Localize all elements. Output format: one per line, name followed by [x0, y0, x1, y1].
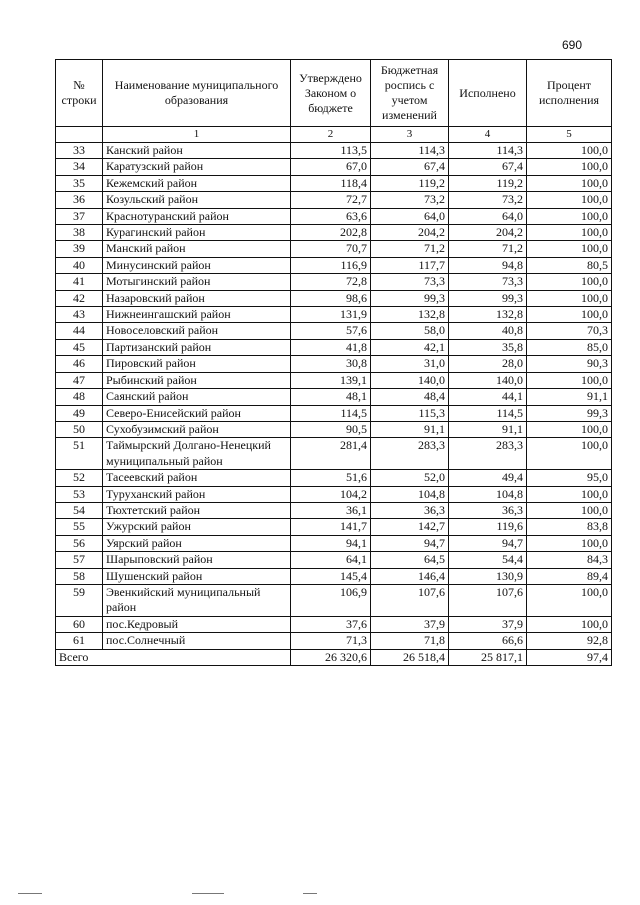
- cell-budget: 140,0: [371, 372, 449, 388]
- table-row: [56, 143, 612, 159]
- footer-scan-lines: [0, 893, 640, 897]
- column-number: 5: [527, 127, 612, 143]
- cell-row-number: 52: [56, 470, 103, 486]
- cell-executed: 94,7: [449, 535, 527, 551]
- cell-executed: 91,1: [449, 421, 527, 437]
- table-row: [56, 584, 612, 616]
- cell-percent: 100,0: [527, 616, 612, 632]
- cell-percent: 100,0: [527, 274, 612, 290]
- cell-executed: 40,8: [449, 323, 527, 339]
- cell-executed: 94,8: [449, 257, 527, 273]
- cell-executed: 99,3: [449, 290, 527, 306]
- cell-row-number: 48: [56, 389, 103, 405]
- cell-row-number: 34: [56, 159, 103, 175]
- cell-executed: 28,0: [449, 356, 527, 372]
- cell-municipality-name: пос.Солнечный: [103, 633, 291, 649]
- cell-approved: 104,2: [291, 486, 371, 502]
- cell-row-number: 58: [56, 568, 103, 584]
- cell-percent: 100,0: [527, 175, 612, 191]
- cell-row-number: 40: [56, 257, 103, 273]
- cell-budget: 99,3: [371, 290, 449, 306]
- cell-approved: 202,8: [291, 225, 371, 241]
- cell-percent: 92,8: [527, 633, 612, 649]
- table-row: [56, 633, 612, 649]
- table-row: [56, 192, 612, 208]
- cell-row-number: 59: [56, 584, 103, 616]
- table-row: [56, 208, 612, 224]
- cell-executed: 114,3: [449, 143, 527, 159]
- cell-budget: 36,3: [371, 502, 449, 518]
- cell-executed: 49,4: [449, 470, 527, 486]
- footer-line: [192, 893, 224, 894]
- cell-row-number: 56: [56, 535, 103, 551]
- cell-executed: 119,6: [449, 519, 527, 535]
- cell-row-number: 55: [56, 519, 103, 535]
- cell-municipality-name: Новоселовский район: [103, 323, 291, 339]
- cell-budget: 64,5: [371, 552, 449, 568]
- table-row: [56, 241, 612, 257]
- cell-municipality-name: Назаровский район: [103, 290, 291, 306]
- cell-row-number: 41: [56, 274, 103, 290]
- cell-row-number: 39: [56, 241, 103, 257]
- cell-percent: 84,3: [527, 552, 612, 568]
- cell-executed: 71,2: [449, 241, 527, 257]
- cell-budget: 91,1: [371, 421, 449, 437]
- cell-approved: 98,6: [291, 290, 371, 306]
- cell-approved: 71,3: [291, 633, 371, 649]
- cell-row-number: 47: [56, 372, 103, 388]
- total-row: [56, 649, 612, 665]
- cell-executed: 44,1: [449, 389, 527, 405]
- cell-approved: 70,7: [291, 241, 371, 257]
- column-number: 3: [371, 127, 449, 143]
- cell-executed: 119,2: [449, 175, 527, 191]
- cell-percent: 100,0: [527, 438, 612, 470]
- cell-row-number: 44: [56, 323, 103, 339]
- cell-municipality-name: Шарыповский район: [103, 552, 291, 568]
- cell-budget: 64,0: [371, 208, 449, 224]
- cell-budget: 73,3: [371, 274, 449, 290]
- cell-municipality-name: пос.Кедровый: [103, 616, 291, 632]
- cell-municipality-name: Тасеевский район: [103, 470, 291, 486]
- cell-percent: 100,0: [527, 225, 612, 241]
- table-row: [56, 421, 612, 437]
- cell-budget: 73,2: [371, 192, 449, 208]
- budget-execution-table: [55, 59, 612, 666]
- cell-approved: 131,9: [291, 307, 371, 323]
- cell-approved: 51,6: [291, 470, 371, 486]
- table-row: [56, 290, 612, 306]
- cell-percent: 80,5: [527, 257, 612, 273]
- cell-percent: 99,3: [527, 405, 612, 421]
- total-executed: 25 817,1: [449, 649, 527, 665]
- cell-approved: 118,4: [291, 175, 371, 191]
- cell-municipality-name: Эвенкийский муниципальный район: [103, 584, 291, 616]
- cell-approved: 72,7: [291, 192, 371, 208]
- table-row: [56, 159, 612, 175]
- cell-percent: 89,4: [527, 568, 612, 584]
- header-executed: Исполнено: [449, 60, 527, 127]
- column-number-row: [56, 127, 612, 143]
- cell-row-number: 45: [56, 339, 103, 355]
- total-approved: 26 320,6: [291, 649, 371, 665]
- cell-budget: 42,1: [371, 339, 449, 355]
- cell-budget: 107,6: [371, 584, 449, 616]
- cell-budget: 37,9: [371, 616, 449, 632]
- cell-municipality-name: Таймырский Долгано-Ненецкий муниципальный район: [103, 438, 291, 470]
- table-body: [56, 143, 612, 650]
- cell-municipality-name: Уярский район: [103, 535, 291, 551]
- table-row: [56, 535, 612, 551]
- cell-approved: 72,8: [291, 274, 371, 290]
- header-municipality-name: Наименование муниципального образования: [103, 60, 291, 127]
- cell-budget: 114,3: [371, 143, 449, 159]
- header-row-number: № строки: [56, 60, 103, 127]
- cell-row-number: 43: [56, 307, 103, 323]
- cell-percent: 100,0: [527, 307, 612, 323]
- cell-municipality-name: Курагинский район: [103, 225, 291, 241]
- cell-budget: 104,8: [371, 486, 449, 502]
- cell-percent: 100,0: [527, 290, 612, 306]
- cell-budget: 132,8: [371, 307, 449, 323]
- cell-budget: 71,8: [371, 633, 449, 649]
- cell-municipality-name: Шушенский район: [103, 568, 291, 584]
- cell-percent: 100,0: [527, 584, 612, 616]
- cell-municipality-name: Кежемский район: [103, 175, 291, 191]
- cell-percent: 85,0: [527, 339, 612, 355]
- cell-executed: 36,3: [449, 502, 527, 518]
- cell-approved: 106,9: [291, 584, 371, 616]
- cell-row-number: 36: [56, 192, 103, 208]
- cell-percent: 91,1: [527, 389, 612, 405]
- cell-approved: 41,8: [291, 339, 371, 355]
- cell-budget: 119,2: [371, 175, 449, 191]
- header-approved: Утверждено Законом о бюджете: [291, 60, 371, 127]
- cell-percent: 100,0: [527, 421, 612, 437]
- table-row: [56, 257, 612, 273]
- cell-executed: 35,8: [449, 339, 527, 355]
- cell-percent: 100,0: [527, 159, 612, 175]
- cell-budget: 115,3: [371, 405, 449, 421]
- cell-municipality-name: Рыбинский район: [103, 372, 291, 388]
- table-row: [56, 552, 612, 568]
- cell-budget: 48,4: [371, 389, 449, 405]
- cell-row-number: 46: [56, 356, 103, 372]
- cell-municipality-name: Тюхтетский район: [103, 502, 291, 518]
- cell-executed: 67,4: [449, 159, 527, 175]
- cell-approved: 67,0: [291, 159, 371, 175]
- table-row: [56, 486, 612, 502]
- cell-percent: 100,0: [527, 241, 612, 257]
- cell-municipality-name: Сухобузимский район: [103, 421, 291, 437]
- footer-line: [18, 893, 42, 894]
- cell-approved: 36,1: [291, 502, 371, 518]
- cell-approved: 30,8: [291, 356, 371, 372]
- header-budget-schedule: Бюджетная роспись с учетом изменений: [371, 60, 449, 127]
- cell-approved: 145,4: [291, 568, 371, 584]
- cell-row-number: 57: [56, 552, 103, 568]
- cell-percent: 95,0: [527, 470, 612, 486]
- cell-row-number: 60: [56, 616, 103, 632]
- cell-row-number: 35: [56, 175, 103, 191]
- table-row: [56, 502, 612, 518]
- cell-municipality-name: Северо-Енисейский район: [103, 405, 291, 421]
- cell-budget: 31,0: [371, 356, 449, 372]
- cell-percent: 100,0: [527, 535, 612, 551]
- cell-approved: 139,1: [291, 372, 371, 388]
- column-number: 4: [449, 127, 527, 143]
- cell-percent: 70,3: [527, 323, 612, 339]
- cell-municipality-name: Канский район: [103, 143, 291, 159]
- cell-percent: 100,0: [527, 143, 612, 159]
- cell-row-number: 54: [56, 502, 103, 518]
- total-budget: 26 518,4: [371, 649, 449, 665]
- cell-budget: 146,4: [371, 568, 449, 584]
- cell-approved: 90,5: [291, 421, 371, 437]
- cell-municipality-name: Краснотуранский район: [103, 208, 291, 224]
- cell-executed: 114,5: [449, 405, 527, 421]
- cell-executed: 73,3: [449, 274, 527, 290]
- column-number: 1: [103, 127, 291, 143]
- cell-budget: 283,3: [371, 438, 449, 470]
- cell-executed: 73,2: [449, 192, 527, 208]
- cell-approved: 37,6: [291, 616, 371, 632]
- cell-budget: 52,0: [371, 470, 449, 486]
- column-number: [56, 127, 103, 143]
- cell-budget: 204,2: [371, 225, 449, 241]
- cell-municipality-name: Минусинский район: [103, 257, 291, 273]
- cell-approved: 281,4: [291, 438, 371, 470]
- cell-municipality-name: Нижнеингашский район: [103, 307, 291, 323]
- cell-executed: 130,9: [449, 568, 527, 584]
- table-row: [56, 323, 612, 339]
- cell-municipality-name: Манский район: [103, 241, 291, 257]
- table-row: [56, 568, 612, 584]
- cell-percent: 90,3: [527, 356, 612, 372]
- table-row: [56, 339, 612, 355]
- total-percent: 97,4: [527, 649, 612, 665]
- table-row: [56, 389, 612, 405]
- page-number: 690: [562, 38, 583, 52]
- table-row: [56, 225, 612, 241]
- table-row: [56, 616, 612, 632]
- table-row: [56, 356, 612, 372]
- table-header-row: [56, 60, 612, 127]
- table-row: [56, 438, 612, 470]
- cell-budget: 142,7: [371, 519, 449, 535]
- cell-approved: 114,5: [291, 405, 371, 421]
- cell-executed: 140,0: [449, 372, 527, 388]
- cell-row-number: 38: [56, 225, 103, 241]
- cell-approved: 141,7: [291, 519, 371, 535]
- cell-percent: 100,0: [527, 208, 612, 224]
- cell-row-number: 37: [56, 208, 103, 224]
- cell-approved: 48,1: [291, 389, 371, 405]
- cell-executed: 66,6: [449, 633, 527, 649]
- cell-percent: 100,0: [527, 486, 612, 502]
- cell-executed: 104,8: [449, 486, 527, 502]
- table-row: [56, 405, 612, 421]
- cell-municipality-name: Туруханский район: [103, 486, 291, 502]
- table-row: [56, 175, 612, 191]
- cell-percent: 100,0: [527, 372, 612, 388]
- cell-executed: 204,2: [449, 225, 527, 241]
- cell-municipality-name: Пировский район: [103, 356, 291, 372]
- header-percent: Процент исполнения: [527, 60, 612, 127]
- cell-row-number: 61: [56, 633, 103, 649]
- cell-budget: 58,0: [371, 323, 449, 339]
- table-row: [56, 519, 612, 535]
- cell-approved: 94,1: [291, 535, 371, 551]
- table-row: [56, 274, 612, 290]
- cell-row-number: 33: [56, 143, 103, 159]
- cell-executed: 37,9: [449, 616, 527, 632]
- cell-municipality-name: Мотыгинский район: [103, 274, 291, 290]
- cell-approved: 113,5: [291, 143, 371, 159]
- table-row: [56, 470, 612, 486]
- cell-municipality-name: Партизанский район: [103, 339, 291, 355]
- cell-executed: 132,8: [449, 307, 527, 323]
- cell-municipality-name: Саянский район: [103, 389, 291, 405]
- cell-approved: 57,6: [291, 323, 371, 339]
- cell-budget: 94,7: [371, 535, 449, 551]
- table-row: [56, 307, 612, 323]
- cell-executed: 107,6: [449, 584, 527, 616]
- cell-municipality-name: Ужурский район: [103, 519, 291, 535]
- total-label: Всего: [56, 649, 291, 665]
- cell-municipality-name: Козульский район: [103, 192, 291, 208]
- table-row: [56, 372, 612, 388]
- cell-approved: 64,1: [291, 552, 371, 568]
- cell-row-number: 53: [56, 486, 103, 502]
- cell-municipality-name: Каратузский район: [103, 159, 291, 175]
- cell-row-number: 50: [56, 421, 103, 437]
- column-number: 2: [291, 127, 371, 143]
- cell-executed: 283,3: [449, 438, 527, 470]
- cell-approved: 116,9: [291, 257, 371, 273]
- cell-budget: 71,2: [371, 241, 449, 257]
- cell-executed: 54,4: [449, 552, 527, 568]
- cell-row-number: 51: [56, 438, 103, 470]
- cell-row-number: 49: [56, 405, 103, 421]
- footer-line: [303, 893, 317, 894]
- cell-percent: 100,0: [527, 192, 612, 208]
- cell-budget: 117,7: [371, 257, 449, 273]
- cell-approved: 63,6: [291, 208, 371, 224]
- cell-percent: 100,0: [527, 502, 612, 518]
- cell-executed: 64,0: [449, 208, 527, 224]
- cell-budget: 67,4: [371, 159, 449, 175]
- cell-percent: 83,8: [527, 519, 612, 535]
- cell-row-number: 42: [56, 290, 103, 306]
